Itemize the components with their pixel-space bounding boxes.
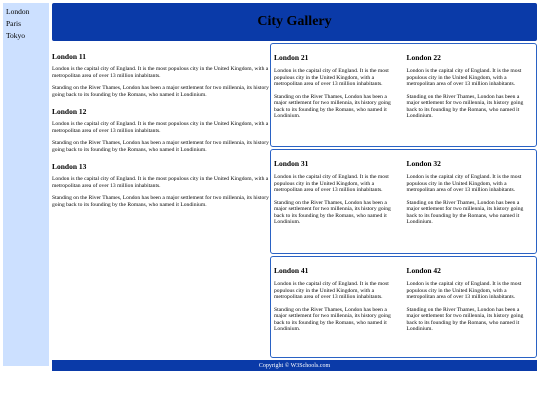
article-paragraph: Standing on the River Thames, London has been a major settlement for two millennia, its history going back to its founding by the Romans, who named it Londinium. bbox=[406, 199, 524, 225]
sidebar-link-london[interactable]: London bbox=[6, 7, 30, 16]
article-paragraph: London is the capital city of England. It is the most populous city in the United Kingdom, with a metropolitan area of over 13 million inhabitants. bbox=[52, 176, 269, 189]
page-footer bbox=[52, 360, 537, 371]
sidebar-link-tokyo[interactable]: Tokyo bbox=[6, 31, 26, 40]
page-title: City Gallery bbox=[257, 14, 332, 29]
article-paragraph: London is the capital city of England. It is the most populous city in the United Kingdom, with a metropolitan area of over 13 million inhabitants. bbox=[406, 68, 522, 87]
article-london-22 bbox=[404, 44, 537, 146]
article-london-41 bbox=[271, 257, 404, 357]
article-heading: London 21 bbox=[274, 53, 309, 62]
article-heading: London 13 bbox=[52, 162, 87, 171]
article-heading: London 11 bbox=[52, 52, 86, 61]
article-heading: London 22 bbox=[406, 53, 441, 62]
article-paragraph: Standing on the River Thames, London has been a major settlement for two millennia, its history going back to its founding by the Romans, who named it Londinium. bbox=[274, 306, 391, 332]
grid-row-3 bbox=[270, 149, 537, 254]
article-paragraph: London is the capital city of England. It is the most populous city in the United Kingdom, with a metropolitan area of over 13 million inhabitants. bbox=[274, 68, 389, 87]
article-paragraph: London is the capital city of England. It is the most populous city in the United Kingdom, with a metropolitan area of over 13 million inhabitants. bbox=[274, 281, 389, 300]
article-london-11 bbox=[52, 52, 269, 98]
article-paragraph: Standing on the River Thames, London has been a major settlement for two millennia, its history going back to its founding by the Romans, who named it Londinium. bbox=[274, 199, 391, 225]
article-paragraph: Standing on the River Thames, London has been a major settlement for two millennia, its history going back to its founding by the Romans, who named it Londinium. bbox=[406, 306, 524, 332]
article-paragraph: Standing on the River Thames, London has been a major settlement for two millennia, its history going back to its founding by the Romans, who named it Londinium. bbox=[52, 85, 269, 98]
page-header bbox=[52, 3, 537, 41]
article-london-32 bbox=[404, 150, 537, 253]
article-paragraph: London is the capital city of England. It is the most populous city in the United Kingdom, with a metropolitan area of over 13 million inhabitants. bbox=[52, 121, 269, 134]
article-london-42 bbox=[404, 257, 537, 357]
sidebar-link-paris[interactable]: Paris bbox=[6, 19, 21, 28]
article-london-13 bbox=[52, 162, 269, 208]
article-paragraph: London is the capital city of England. It is the most populous city in the United Kingdom, with a metropolitan area of over 13 million inhabitants. bbox=[406, 281, 522, 300]
article-heading: London 32 bbox=[406, 159, 441, 168]
article-london-31 bbox=[271, 150, 404, 253]
grid-row-2 bbox=[270, 43, 537, 147]
article-london-12 bbox=[52, 107, 269, 153]
left-article-column bbox=[52, 43, 269, 358]
footer-copyright: Copyright © W3Schools.com bbox=[258, 362, 331, 369]
article-heading: London 41 bbox=[274, 266, 309, 275]
article-paragraph: Standing on the River Thames, London has been a major settlement for two millennia, its history going back to its founding by the Romans, who named it Londinium. bbox=[406, 93, 524, 119]
article-paragraph: Standing on the River Thames, London has been a major settlement for two millennia, its history going back to its founding by the Romans, who named it Londinium. bbox=[52, 140, 269, 153]
article-paragraph: Standing on the River Thames, London has been a major settlement for two millennia, its history going back to its founding by the Romans, who named it Londinium. bbox=[52, 195, 269, 208]
article-paragraph: London is the capital city of England. It is the most populous city in the United Kingdom, with a metropolitan area of over 13 million inhabitants. bbox=[406, 174, 522, 193]
article-paragraph: London is the capital city of England. It is the most populous city in the United Kingdom, with a metropolitan area of over 13 million inhabitants. bbox=[52, 66, 269, 79]
article-london-21 bbox=[271, 44, 404, 146]
article-heading: London 12 bbox=[52, 107, 87, 116]
article-heading: London 31 bbox=[274, 159, 309, 168]
article-grid bbox=[270, 43, 537, 358]
article-heading: London 42 bbox=[406, 266, 441, 275]
article-paragraph: London is the capital city of England. It is the most populous city in the United Kingdom, with a metropolitan area of over 13 million inhabitants. bbox=[274, 174, 389, 193]
sidebar bbox=[3, 3, 49, 366]
article-paragraph: Standing on the River Thames, London has been a major settlement for two millennia, its history going back to its founding by the Romans, who named it Londinium. bbox=[274, 93, 391, 119]
grid-row-4 bbox=[270, 256, 537, 358]
